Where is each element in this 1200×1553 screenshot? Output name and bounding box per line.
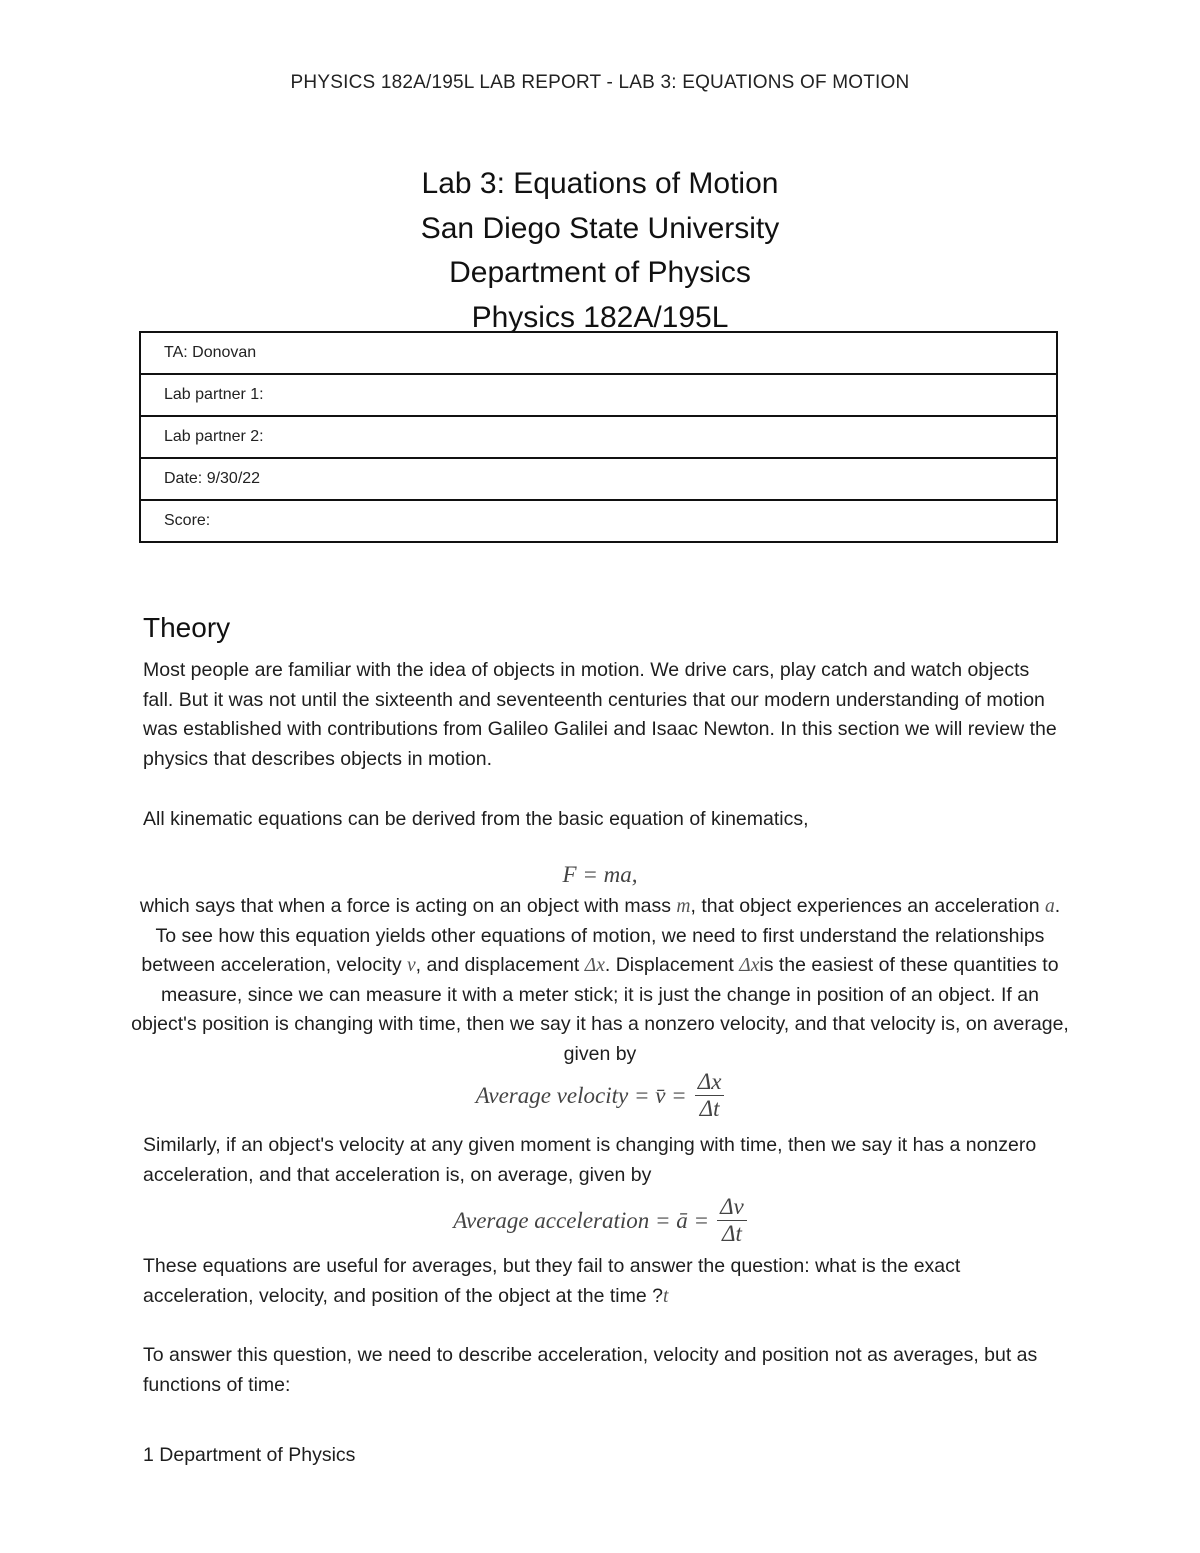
averages-limitation-paragraph (143, 1252, 1058, 1311)
date-cell: Date: 9/30/22 (140, 458, 1057, 500)
average-acceleration-equation (0, 1195, 1200, 1246)
lab-partner-2-cell: Lab partner 2: (140, 416, 1057, 458)
velocity-symbol: v (407, 955, 416, 977)
university-name: San Diego State University (420, 211, 780, 245)
text-run: , that object experiences an acceleration (690, 895, 1045, 917)
equation-lhs: Average velocity = v̄ = (475, 1082, 687, 1108)
ta-cell: TA: Donovan (140, 332, 1057, 374)
table-row (140, 416, 1057, 458)
table-row (140, 332, 1057, 374)
text-run: , and displacement (415, 954, 585, 977)
table-row (140, 458, 1057, 500)
fraction-denominator: Δt (721, 1221, 742, 1246)
text-run: . Displacement (604, 954, 740, 977)
functions-of-time-paragraph: To answer this question, we need to describe acceleration, velocity and position not as averages, but as functions of time: (143, 1344, 1038, 1396)
time-symbol: t (662, 1285, 669, 1307)
displacement-symbol: Δx (584, 955, 605, 977)
equation-lhs: Average acceleration = ā = (453, 1207, 710, 1233)
text-run: which says that when a force is acting on an object with mass (139, 895, 677, 917)
text-run: . To see how this equation yields other equations of motion, we need to first understand the relationships between acceleration, velocity (141, 895, 1061, 977)
score-cell: Score: (140, 500, 1057, 542)
lab-title: Lab 3: Equations of Motion (421, 167, 779, 200)
fraction-denominator: Δt (699, 1096, 720, 1121)
kinematics-intro-paragraph: All kinematic equations can be derived from the basic equation of kinematics, (143, 808, 809, 830)
force-equation: F = ma, (562, 862, 638, 887)
mass-symbol: m (676, 896, 691, 917)
info-table (139, 331, 1058, 543)
intro-paragraph: Most people are familiar with the idea of objects in motion. We drive cars, play catch and watch objects fall. But it was not until the sixteenth and seventeenth centuries that our modern understanding of motion was established with contributions from Galileo Galilei and Isaac Newton. In this section we will review the physics that describes objects in motion. (143, 659, 1057, 770)
title-block (0, 162, 1200, 340)
force-explanation-paragraph (130, 892, 1070, 1070)
acceleration-symbol: a (1044, 896, 1055, 917)
fraction (717, 1195, 747, 1246)
average-velocity-equation (0, 1070, 1200, 1121)
text-run: is the easiest of these quantities to measure, since we can measure it with a meter stick; it is just the change in position of an object. If an object's position is changing with time, then we say it has a nonzero velocity, and that velocity is, on average, given by (131, 954, 1069, 1065)
displacement-symbol: Δx (739, 955, 760, 977)
fraction-numerator: Δv (717, 1195, 747, 1221)
fraction-numerator: Δx (695, 1070, 725, 1096)
table-row (140, 500, 1057, 542)
running-header: PHYSICS 182A/195L LAB REPORT - LAB 3: EQUATIONS OF MOTION (290, 72, 910, 93)
acceleration-paragraph: Similarly, if an object's velocity at any given moment is changing with time, then we say it has a nonzero acceleration, and that acceleration is, on average, given by (143, 1134, 1037, 1186)
lab-partner-1-cell: Lab partner 1: (140, 374, 1057, 416)
department-name: Department of Physics (449, 256, 751, 289)
course-name: Physics 182A/195L (471, 300, 729, 334)
text-run: These equations are useful for averages, but they fail to answer the question: what is the exact acceleration, velocity, and position of the object at the time ? (143, 1255, 961, 1307)
page-footer: 1 Department of Physics (143, 1444, 356, 1466)
theory-heading: Theory (143, 612, 231, 643)
table-row (140, 374, 1057, 416)
fraction (695, 1070, 725, 1121)
